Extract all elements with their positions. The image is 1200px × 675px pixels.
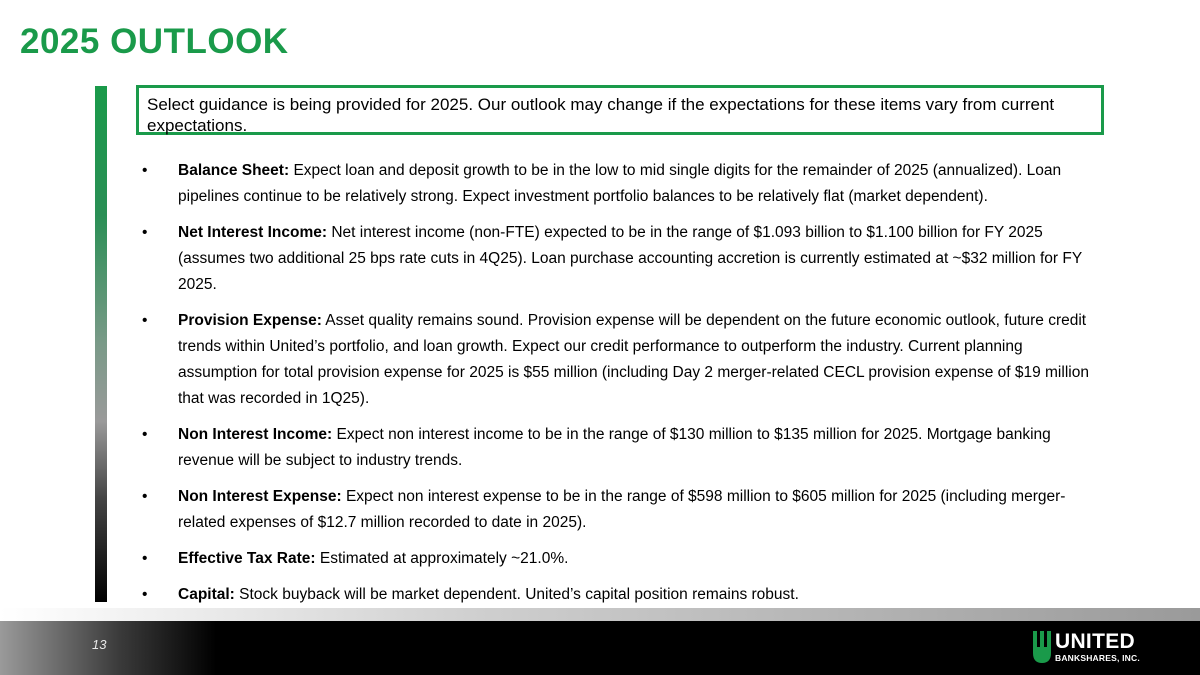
page-number: 13 [92,637,107,652]
page-title: 2025 OUTLOOK [20,22,289,61]
bullet-label: Effective Tax Rate: [178,550,316,567]
bullet-icon: • [142,224,148,241]
bullet-text: Expect loan and deposit growth to be in the low to mid single digits for the remainder of 2025 (annualized). Loan pipelines continue to be relatively strong. Expect investment portfolio balances to be relatively flat (market dependent). [178,162,1062,205]
bullet-label: Capital: [178,586,235,603]
bullet-icon: • [142,426,148,443]
bullet-label: Non Interest Income: [178,426,333,443]
bullet-icon: • [142,162,148,179]
logo-line-1: UNITED [1055,630,1135,653]
bullet-net-interest-income [142,220,1102,298]
bullet-text: Stock buyback will be market dependent. United’s capital position remains robust. [234,586,799,603]
bullet-text: Expect non interest expense to be in the range of $598 million to $605 million for 2025 (including merger-related expenses of $12.7 million recorded to date in 2025). [178,488,1066,531]
bullet-text: Net interest income (non-FTE) expected to be in the range of $1.093 billion to $1.100 billion for FY 2025 (assumes two additional 25 bps rate cuts in 4Q25). Loan purchase accounting accretion is currently estimated at ~$32 million for FY 2025. [178,224,1082,293]
outlook-bullet-list [142,158,1102,618]
bullet-icon: • [142,488,148,505]
bullet-label: Net Interest Income: [178,224,328,241]
bullet-balance-sheet [142,158,1102,210]
bullet-text: Expect non interest income to be in the range of $130 million to $135 million for 2025. Mortgage banking revenue will be subject to industry trends. [178,426,1051,469]
bullet-label: Non Interest Expense: [178,488,342,505]
bullet-label: Balance Sheet: [178,162,290,179]
callout-text: Select guidance is being provided for 2025. Our outlook may change if the expectations for these items vary from current expectations. [147,95,1055,135]
bullet-capital [142,582,1102,608]
logo-line-2: BANKSHARES, INC. [1055,653,1140,663]
bullet-icon: • [142,586,148,603]
united-logo-mark-icon [1033,631,1051,663]
decorative-side-bar [95,86,107,602]
bullet-label: Provision Expense: [178,312,322,329]
bullet-text: Asset quality remains sound. Provision expense will be dependent on the future economic outlook, future credit trends within United’s portfolio, and loan growth. Expect our credit performance to outperform the industry. Current planning assumption for total provision expense for 2025 is $55 million (including Day 2 merger-related CECL provision expense of $19 million that was recorded in 1Q25). [178,312,1089,407]
bullet-non-interest-income [142,422,1102,474]
footer-gradient-strip [0,608,1200,621]
bullet-icon: • [142,312,148,329]
bullet-effective-tax-rate [142,546,1102,572]
bullet-text: Estimated at approximately ~21.0%. [315,550,569,567]
bullet-provision-expense [142,308,1102,412]
bullet-icon: • [142,550,148,567]
company-logo [1033,631,1163,667]
guidance-callout-box [136,85,1104,135]
bullet-non-interest-expense [142,484,1102,536]
footer-bar [0,621,1200,675]
